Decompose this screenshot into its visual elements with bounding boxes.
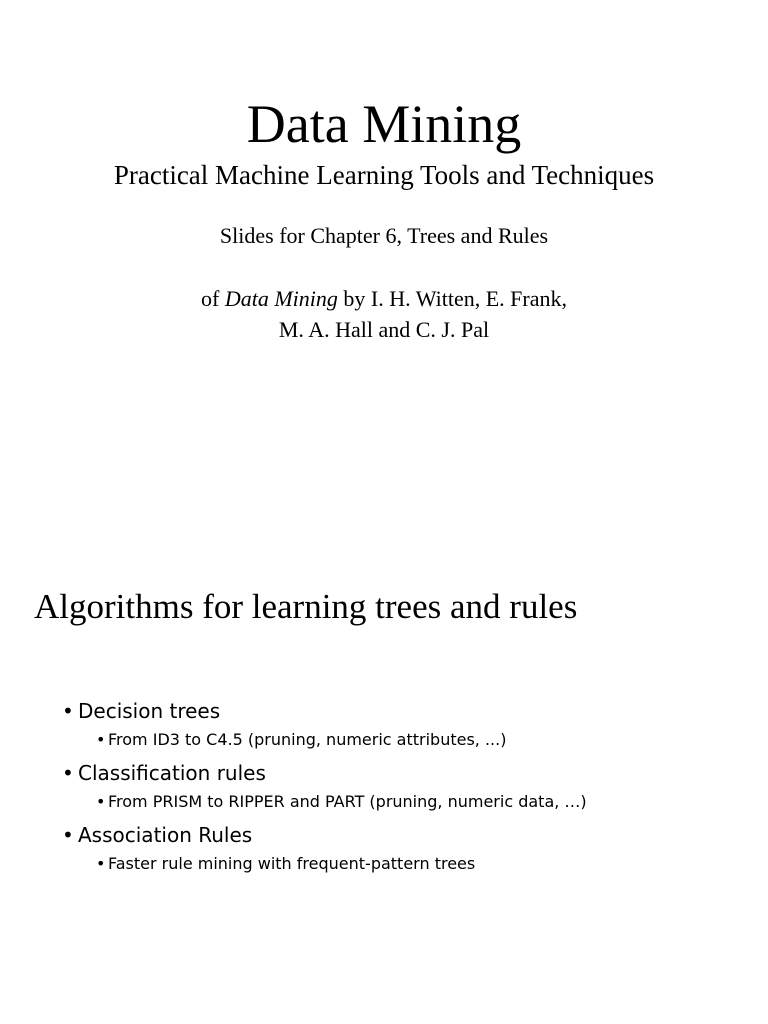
main-title: Data Mining: [246, 94, 522, 154]
bullet-label: Association Rules: [78, 823, 253, 847]
bullet-icon: •: [96, 854, 106, 873]
bullet-item: [62, 696, 768, 726]
sub-bullet-label: From PRISM to RIPPER and PART (pruning, numeric data, …): [108, 792, 587, 811]
chapter-line: Slides for Chapter 6, Trees and Rules: [219, 223, 549, 248]
sub-bullet-item: [96, 726, 768, 754]
bullet-label: Classification rules: [78, 761, 266, 785]
subtitle: Practical Machine Learning Tools and Techniques: [113, 160, 655, 190]
bullet-item: [62, 820, 768, 850]
bullet-icon: •: [96, 792, 106, 811]
bullet-icon: •: [62, 761, 74, 785]
sub-bullet-item: [96, 850, 768, 878]
sub-bullet-item: [96, 788, 768, 816]
author-line-prefix: of: [201, 286, 225, 311]
bullet-item: [62, 758, 768, 788]
bullet-label: Decision trees: [78, 699, 221, 723]
bullet-icon: •: [62, 699, 74, 723]
sub-bullet-label: Faster rule mining with frequent-pattern trees: [108, 854, 476, 873]
book-title: Data Mining: [224, 286, 338, 311]
author-line-1: [0, 285, 768, 313]
bullet-list: [0, 696, 768, 882]
author-line-2: M. A. Hall and C. J. Pal: [278, 317, 490, 342]
slide-heading: Algorithms for learning trees and rules: [34, 587, 578, 626]
author-line-suffix: by I. H. Witten, E. Frank,: [337, 286, 567, 311]
bullet-icon: •: [62, 823, 74, 847]
sub-bullet-label: From ID3 to C4.5 (pruning, numeric attributes, ...): [108, 730, 507, 749]
bullet-icon: •: [96, 730, 106, 749]
content-slide: [0, 512, 768, 1024]
